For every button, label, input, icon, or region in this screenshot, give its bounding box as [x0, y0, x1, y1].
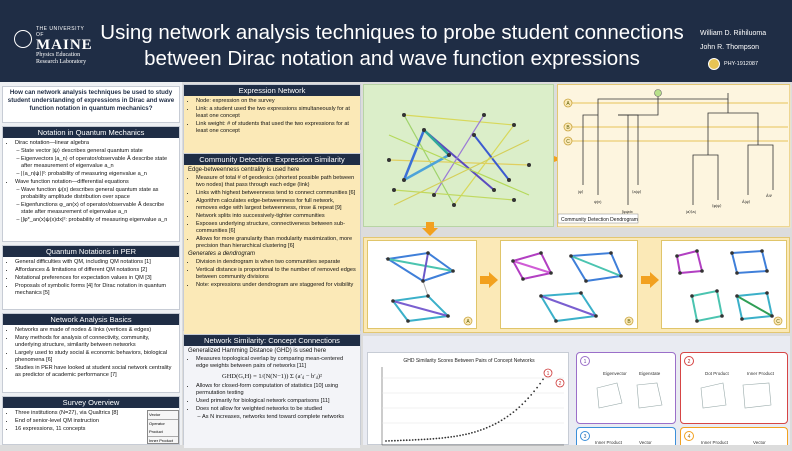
basics-item: • Many methods for analysis of connectivity, community, underlying structure, similarity between networks	[15, 335, 175, 349]
concept-network-3	[576, 427, 676, 445]
arrow-right-icon	[641, 272, 659, 288]
per-item: • General difficulties with QM, including QM notations [1]	[15, 259, 175, 266]
similarity-item: • Measures topological overlap by comparing mean-centered edge weights between pairs of networks [11]	[196, 356, 356, 370]
logo-big-text: MAINE	[36, 37, 93, 53]
ghd-point	[483, 428, 485, 430]
basics-item: • Networks are made of nodes & links (vertices & edges)	[15, 327, 175, 334]
community-item: • Measure of total # of geodesics (shortest possible path between two nodes) that pass through each edge (link)	[196, 175, 356, 189]
split-a-graph	[368, 241, 478, 330]
expression-network-graph	[364, 85, 555, 228]
concept-network-1	[576, 352, 676, 424]
research-question-panel	[2, 86, 180, 123]
ghd-point	[453, 436, 455, 438]
community-item-2: • Vertical distance is proportional to the number of removed edges between community divisions	[196, 267, 356, 281]
ghd-point	[533, 390, 535, 392]
notation-item: – Wave function ψ(x) describes general quantum state as probability amplitude distribution over space	[21, 187, 175, 201]
marker-a: A	[566, 101, 570, 107]
poster-title	[92, 20, 692, 72]
per-item: • Affordances & limitations of different QM notations [2]	[15, 267, 175, 274]
svg-text:⟨φ|ψ⟩: ⟨φ|ψ⟩	[712, 203, 722, 208]
ghd-point	[438, 437, 440, 439]
dendrogram-graph	[558, 85, 791, 228]
split-a-marker: A	[466, 319, 470, 325]
maine-logo	[14, 26, 93, 66]
expression-network-item: • Link weight: # of students that used the two expressions for at least one concept	[196, 121, 356, 135]
svg-text:ψ(x): ψ(x)	[594, 199, 602, 204]
ghd-point	[406, 439, 408, 441]
community-item: • Allows for more granularity than modularity maximization, more precision than hierarchical clustering [6]	[196, 236, 356, 250]
survey-box-label: Inner Product	[149, 438, 174, 443]
similarity-item: – As N increases, networks tend toward complete networks	[202, 414, 356, 421]
ghd-point	[385, 440, 387, 442]
split-b-graphic	[500, 240, 638, 329]
ghd-point	[462, 434, 464, 436]
ghd-point	[397, 440, 399, 442]
ghd-point	[421, 439, 423, 441]
ghd-point	[456, 435, 458, 437]
split-b-graph	[501, 241, 639, 330]
survey-heading: Survey Overview	[3, 397, 179, 408]
basics-item: • Largely used to study social & economic behaviors, biological phenomena [6]	[15, 350, 175, 364]
split-a-graphic	[367, 240, 477, 329]
notation-item: – Eigenfunctions φ_an(x) of operator/observable Â describe state after measurement of eigenvalue a_n	[21, 202, 175, 216]
ghd-point	[527, 397, 529, 399]
ghd-point	[468, 433, 470, 435]
notation-item: – |⟨a_n|ψ⟩|²: probability of measuring eigenvalue a_n	[21, 171, 175, 178]
ghd-chart-svg	[368, 353, 570, 446]
community-lead-2: Generates a dendrogram	[188, 251, 256, 257]
ghd-point	[394, 440, 396, 442]
ghd-point	[518, 406, 520, 408]
concept-network-4	[680, 427, 788, 445]
marker-b: B	[566, 125, 570, 131]
concept-network-2	[680, 352, 788, 424]
arrow-right-icon	[480, 272, 498, 288]
concept-label: Dot Product	[705, 371, 729, 376]
marker-c: C	[566, 139, 570, 145]
per-panel	[2, 245, 180, 310]
ghd-point	[418, 439, 420, 441]
community-item: • Links with highest betweenness tend to connect communities [6]	[196, 190, 356, 197]
svg-text:∫φψdx: ∫φψdx	[622, 209, 633, 214]
svg-text:ÂΨ: ÂΨ	[766, 193, 773, 198]
survey-box-label: Operator Product	[148, 420, 178, 437]
ghd-point	[513, 411, 515, 413]
concept-label: Inner Product	[747, 371, 775, 376]
ghd-point	[415, 439, 417, 441]
ghd-point	[507, 416, 509, 418]
similarity-item: • Used primarily for biological network comparisons [11]	[196, 398, 356, 405]
logo-sub-text: Physics Education	[36, 52, 81, 58]
concept-label: Vector	[753, 440, 766, 445]
ghd-point	[409, 439, 411, 441]
concept-label: Eigenvector	[603, 371, 627, 376]
ghd-point	[539, 383, 541, 385]
ghd-point	[391, 440, 393, 442]
ghd-point	[424, 439, 426, 441]
concept-label: Eigenstate	[639, 371, 661, 376]
community-item: • Algorithm calculates edge-betweenness for full network, removes edge with largest betweenness, rinse & repeat [9]	[196, 198, 356, 212]
community-detection-panel	[183, 153, 361, 331]
expression-network-panel	[183, 84, 361, 150]
title-line-1: Using network analysis techniques to probe student connections	[100, 21, 684, 44]
survey-item: • Three institutions (N=27), via Qualtrics [8]	[15, 410, 143, 417]
ghd-point	[542, 379, 544, 381]
survey-thumbnail	[147, 410, 179, 444]
ghd-point	[524, 400, 526, 402]
concept-network-3-svg	[577, 428, 677, 446]
research-question: How can network analysis techniques be used to study student understanding of expressions in Dirac and wave function notation in quantum mechanics?	[7, 89, 175, 112]
ghd-point	[486, 427, 488, 429]
basics-heading: Network Analysis Basics	[3, 314, 179, 325]
ghd-point	[427, 438, 429, 440]
community-item: • Exposes underlying structure, connectiveness between sub-communities [6]	[196, 221, 356, 235]
ghd-point	[521, 403, 523, 405]
ghd-point	[471, 432, 473, 434]
ghd-point	[400, 440, 402, 442]
ghd-point	[433, 438, 435, 440]
concept-number: 4	[687, 434, 691, 440]
ghd-point	[480, 429, 482, 431]
split-c-marker: C	[776, 319, 780, 325]
community-item: • Network splits into successively-tighter communities	[196, 213, 356, 220]
similarity-heading: Network Similarity: Concept Connections	[184, 335, 360, 346]
arrow-down-icon	[422, 222, 438, 236]
concept-number: 1	[583, 359, 587, 365]
concept-network-1-svg	[577, 353, 677, 425]
similarity-lead: Generalized Hamming Distance (GHD) is used here	[188, 348, 327, 354]
ghd-point	[388, 440, 390, 442]
ghd-formula: GHD(G,H) = 1/(N(N−1)) Σ (a′ᵢⱼ − b′ᵢⱼ)²	[222, 373, 322, 380]
per-item: • Proposals of symbolic forms [4] for Dirac notation in quantum mechanics [5]	[15, 283, 175, 297]
ghd-point	[530, 394, 532, 396]
ghd-point	[516, 409, 518, 411]
logo-small-text: THE UNIVERSITY OF	[36, 26, 85, 38]
ghd-point	[492, 424, 494, 426]
split-c-graph	[662, 241, 788, 330]
svg-text:|a⟩⟨a|: |a⟩⟨a|	[686, 209, 696, 214]
community-item-2: • Note: expressions under dendrogram are staggered for visibility	[196, 282, 356, 289]
chart-mark-2: 2	[558, 381, 562, 387]
title-line-2: between Dirac notation and wave function expressions	[144, 47, 640, 70]
notation-item: – |∫φ*_an(x)ψ(x)dx|²: probability of measuring eigenvalue a_n	[21, 217, 175, 224]
chart-title: GHD Similarity Scores Between Pairs of Concept Networks	[403, 358, 535, 364]
ghd-point	[430, 438, 432, 440]
similarity-item: • Does not allow for weighted networks to be studied	[196, 406, 356, 413]
ghd-point	[465, 433, 467, 435]
notation-heading: Notation in Quantum Mechanics	[3, 127, 179, 138]
concept-label: Vector	[639, 440, 652, 445]
community-item-2: • Division in dendrogram is when two communities separate	[196, 259, 356, 266]
similarity-item: • Allows for closed-form computation of statistics [10] using permutation testing	[196, 383, 356, 397]
ghd-point	[477, 430, 479, 432]
community-lead: Edge-betweenness centrality is used here	[188, 167, 300, 173]
concept-number: 2	[687, 359, 691, 365]
logo-sub-text-2: Research Laboratory	[36, 59, 87, 65]
ghd-point	[436, 438, 438, 440]
concept-label: Inner Product	[701, 440, 729, 445]
concept-network-2-svg	[681, 353, 789, 425]
grant-number: PHY-1912087	[724, 61, 759, 67]
network-basics-panel	[2, 313, 180, 393]
survey-panel	[2, 396, 180, 445]
notation-item: – Eigenvectors |a_n⟩ of operator/observable Â describe state after measurement of eigenvalue a_n	[21, 156, 175, 170]
ghd-point	[495, 423, 497, 425]
ghd-point	[447, 436, 449, 438]
concept-label: Inner Product	[595, 440, 623, 445]
community-heading: Community Detection: Expression Similarity	[184, 154, 360, 165]
ghd-point	[489, 426, 491, 428]
ghd-point	[403, 439, 405, 441]
svg-text:|ψ⟩: |ψ⟩	[578, 189, 584, 194]
ghd-point	[536, 387, 538, 389]
author-1: William D. Riihiluoma	[700, 30, 767, 37]
expression-network-heading: Expression Network	[184, 85, 360, 96]
ghd-point	[501, 419, 503, 421]
ghd-point	[498, 421, 500, 423]
basics-item: • Studies in PER have looked at student social network centrality as predictor of academic performance [7]	[15, 365, 175, 379]
split-c-graphic	[661, 240, 787, 329]
ghd-point	[459, 435, 461, 437]
concept-network-4-svg	[681, 428, 789, 446]
ghd-point	[504, 418, 506, 420]
ghd-point	[441, 437, 443, 439]
similarity-panel	[183, 334, 361, 445]
svg-text:Â|ψ⟩: Â|ψ⟩	[742, 199, 751, 204]
notation-item: – State vector |ψ⟩ describes general quantum state	[21, 148, 175, 155]
ghd-chart	[367, 352, 569, 445]
expression-network-item: • Node: expression on the survey	[196, 98, 356, 105]
split-b-marker: B	[627, 319, 631, 325]
per-item: • Notational preferences for expectation values in QM [3]	[15, 275, 175, 282]
notation-panel	[2, 126, 180, 242]
per-heading: Quantum Notations in PER	[3, 246, 179, 257]
nsf-logo-icon	[708, 58, 720, 70]
ghd-point	[444, 437, 446, 439]
survey-item: • End of senior-level QM instruction	[15, 418, 143, 425]
chart-mark-1: 1	[546, 371, 550, 377]
ghd-point	[412, 439, 414, 441]
notation-item: • Wave function notation—differential equations	[15, 179, 175, 186]
svg-text:⟨a|ψ⟩: ⟨a|ψ⟩	[632, 189, 642, 194]
full-network-graphic	[363, 84, 554, 227]
dendrogram-panel	[557, 84, 790, 227]
survey-item: • 16 expressions, 11 concepts	[15, 426, 143, 433]
expression-network-item: • Link: a student used the two expressions simultaneously for at least one concept	[196, 106, 356, 120]
notation-item: • Dirac notation—linear algebra	[15, 140, 175, 147]
survey-box-label: Vector	[148, 411, 178, 420]
ghd-point	[450, 436, 452, 438]
author-2: John R. Thompson	[700, 44, 760, 51]
ghd-point	[510, 414, 512, 416]
dendrogram-label: Community Detection Dendrogram	[561, 217, 638, 223]
concept-number: 3	[583, 434, 587, 440]
ghd-point	[474, 431, 476, 433]
